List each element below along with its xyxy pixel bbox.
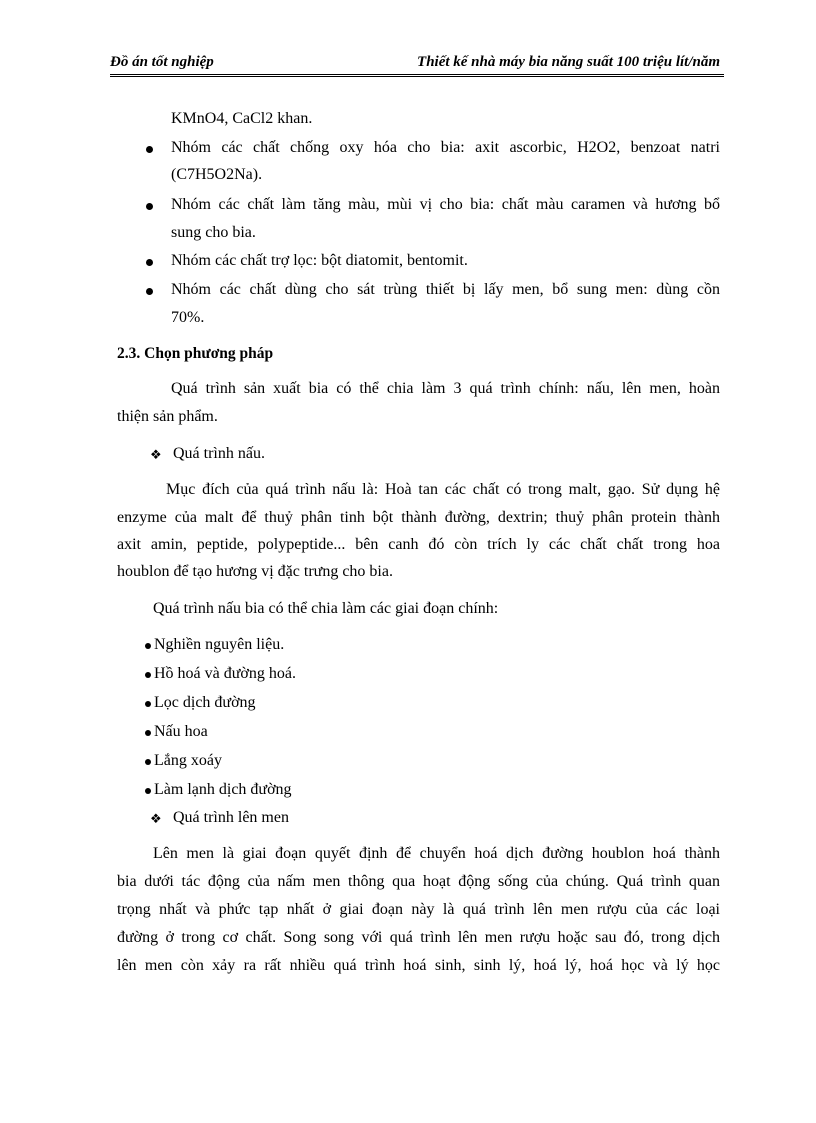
text-line: 70%. bbox=[171, 309, 205, 326]
text-line: đường ở trong cơ chất. Song song với quá trình lên men rượu hoặc sau đó, trong dịch bbox=[117, 929, 720, 946]
list-item: Lọc dịch đường bbox=[154, 694, 256, 711]
text-line: Quá trình nấu bia có thể chia làm các giai đoạn chính: bbox=[153, 600, 499, 617]
text-line: Mục đích của quá trình nấu là: Hoà tan các chất có trong malt, gạo. Sử dụng hệ bbox=[166, 481, 720, 498]
bullet-dot bbox=[146, 146, 153, 153]
text-line: bia dưới tác động của nấm men thông qua hoạt động sống của chúng. Quá trình quan bbox=[117, 873, 720, 890]
text-line: KMnO4, CaCl2 khan. bbox=[171, 110, 313, 127]
list-item: Nấu hoa bbox=[154, 723, 208, 740]
bullet-dot bbox=[145, 788, 151, 794]
text-line: (C7H5O2Na). bbox=[171, 166, 263, 183]
bullet-dot bbox=[145, 701, 151, 707]
text-line: trọng nhất và phức tạp nhất ở giai đoạn này là quá trình lên men rượu của các loại bbox=[117, 901, 720, 918]
text-line: Quá trình nấu. bbox=[173, 445, 265, 462]
text-line: axit amin, peptide, polypeptide... bên canh đó còn trích ly các chất chất trong hoa bbox=[117, 536, 720, 553]
text-line: thiện sản phẩm. bbox=[117, 408, 218, 425]
section-heading: 2.3. Chọn phương pháp bbox=[117, 345, 274, 362]
bullet-dot bbox=[145, 759, 151, 765]
header-left-title: Đồ án tốt nghiệp bbox=[110, 54, 214, 70]
text-line: houblon để tạo hương vị đặc trưng cho bia. bbox=[117, 563, 393, 580]
text-line: Quá trình lên men bbox=[173, 809, 289, 826]
bullet-dot bbox=[146, 203, 153, 210]
text-line: enzyme của malt để thuỷ phân tinh bột thành đường, dextrin; thuỷ phân protein thành bbox=[117, 509, 720, 526]
bullet-dot bbox=[145, 730, 151, 736]
page-header bbox=[110, 52, 724, 77]
bullet-dot bbox=[146, 259, 153, 266]
text-line: Nhóm các chất làm tăng màu, mùi vị cho bia: chất màu caramen và hương bổ bbox=[171, 196, 720, 213]
text-line: Quá trình sản xuất bia có thể chia làm 3 quá trình chính: nấu, lên men, hoàn bbox=[171, 380, 720, 397]
text-line: Nhóm các chất chống oxy hóa cho bia: axit ascorbic, H2O2, benzoat natri bbox=[171, 139, 720, 156]
bullet-dot bbox=[146, 288, 153, 295]
diamond-bullet-icon: ❖ bbox=[150, 447, 162, 462]
list-item: Làm lạnh dịch đường bbox=[154, 781, 292, 798]
text-line: lên men còn xảy ra rất nhiều quá trình hoá sinh, sinh lý, hoá lý, hoá học và lý học bbox=[117, 957, 720, 974]
bullet-dot bbox=[145, 643, 151, 649]
list-item: Nghiền nguyên liệu. bbox=[154, 636, 285, 653]
bullet-dot bbox=[145, 672, 151, 678]
list-item: Lắng xoáy bbox=[154, 752, 222, 769]
text-line: sung cho bia. bbox=[171, 224, 256, 241]
text-line: Lên men là giai đoạn quyết định để chuyển hoá dịch đường houblon hoá thành bbox=[153, 845, 720, 862]
text-line: Nhóm các chất dùng cho sát trùng thiết bị lấy men, bổ sung men: dùng cồn bbox=[171, 281, 720, 298]
diamond-bullet-icon: ❖ bbox=[150, 811, 162, 826]
list-item: Hồ hoá và đường hoá. bbox=[154, 665, 296, 682]
header-right-title: Thiết kế nhà máy bia năng suất 100 triệu lít/năm bbox=[417, 54, 720, 70]
text-line: Nhóm các chất trợ lọc: bột diatomit, bentomit. bbox=[171, 252, 468, 269]
